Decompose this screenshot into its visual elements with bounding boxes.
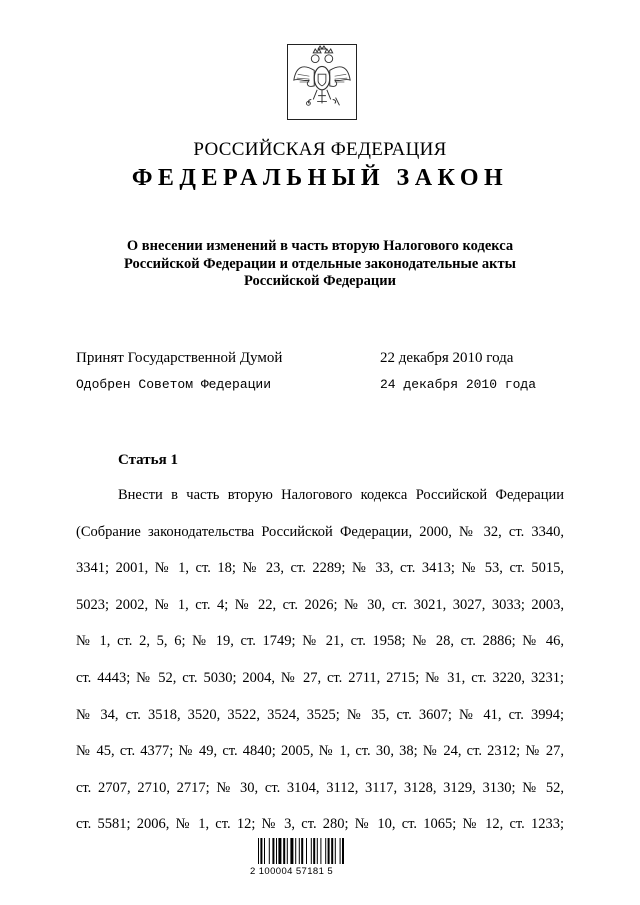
approval-date: 24 декабря 2010 года (380, 377, 537, 392)
barcode-bar (313, 838, 315, 864)
body-line: ст. 5581; 2006, № 1, ст. 12; № 3, ст. 280; № 10, ст. 1065; № 12, ст. 1233; (76, 816, 564, 833)
law-title-line: Российской Федерации и отдельные законодательные акты (124, 255, 516, 272)
body-line: № 1, ст. 2, 5, 6; № 19, ст. 1749; № 21, ст. 1958; № 28, ст. 2886; № 46, (76, 633, 564, 650)
body-line: № 34, ст. 3518, 3520, 3522, 3524, 3525; № 35, ст. 3607; № 41, ст. 3994; (76, 706, 564, 723)
law-title (60, 238, 580, 291)
law-title-line: Российской Федерации (243, 273, 396, 289)
barcode-bar (325, 838, 326, 864)
russian-coat-of-arms-icon (288, 45, 356, 119)
barcode-bar (278, 838, 281, 864)
body-line: ст. 4443; № 52, ст. 5030; 2004, № 27, ст. 2711, 2715; № 31, ст. 3220, 3231; (76, 669, 564, 686)
barcode-bar (258, 838, 259, 864)
barcode-bar (272, 838, 274, 864)
document-type: ФЕДЕРАЛЬНЫЙ ЗАКОН (131, 165, 509, 191)
barcode-bar (290, 838, 293, 864)
barcode-bar (317, 838, 318, 864)
barcode-bar (260, 838, 262, 864)
body-line: Внести в часть вторую Налогового кодекса Российской Федерации (118, 487, 564, 503)
law-title-line: О внесении изменений в часть вторую Налогового кодекса (126, 238, 514, 254)
approval-body: Одобрен Советом Федерации (76, 377, 272, 392)
adoption-date: 22 декабря 2010 года (380, 350, 514, 366)
body-line: ст. 2707, 2710, 2717; № 30, ст. 3104, 3112, 3117, 3128, 3129, 3130; № 52, (76, 779, 564, 796)
barcode-bar (340, 838, 341, 864)
barcode-bar (276, 838, 277, 864)
barcode-bar (269, 838, 270, 864)
article-heading: Статья 1 (118, 452, 178, 468)
barcode-bar (320, 838, 321, 864)
barcode-bar (342, 838, 344, 864)
body-line: 3341; 2001, № 1, ст. 18; № 23, ст. 2289; № 33, ст. 3413; № 53, ст. 5015, (76, 560, 564, 577)
barcode-bar (287, 838, 288, 864)
barcode-bar (328, 838, 330, 864)
barcode-bar (306, 838, 307, 864)
barcode-bar (283, 838, 285, 864)
barcode-bar (301, 838, 303, 864)
article-body (76, 485, 564, 851)
body-line: 5023; 2002, № 1, ст. 4; № 22, ст. 2026; № 30, ст. 3021, 3027, 3033; 2003, (76, 596, 564, 613)
barcode-bar (299, 838, 300, 864)
body-line: № 45, ст. 4377; № 49, ст. 4840; 2005, № 1, ст. 30, 38; № 24, ст. 2312; № 27, (76, 743, 564, 760)
adoption-body: Принят Государственной Думой (76, 350, 283, 366)
country-name: РОССИЙСКАЯ ФЕДЕРАЦИЯ (193, 139, 447, 160)
barcode-bar (335, 838, 336, 864)
barcode-bar (311, 838, 312, 864)
barcode-icon (254, 836, 374, 866)
barcode-number: 2 100004 57181 5 (250, 866, 334, 877)
barcode-bar (264, 838, 265, 864)
coat-of-arms-emblem (287, 44, 357, 120)
barcode-bar (331, 838, 333, 864)
barcode-bar (295, 838, 296, 864)
body-line: (Собрание законодательства Российской Федерации, 2000, № 32, ст. 3340, (76, 523, 564, 540)
